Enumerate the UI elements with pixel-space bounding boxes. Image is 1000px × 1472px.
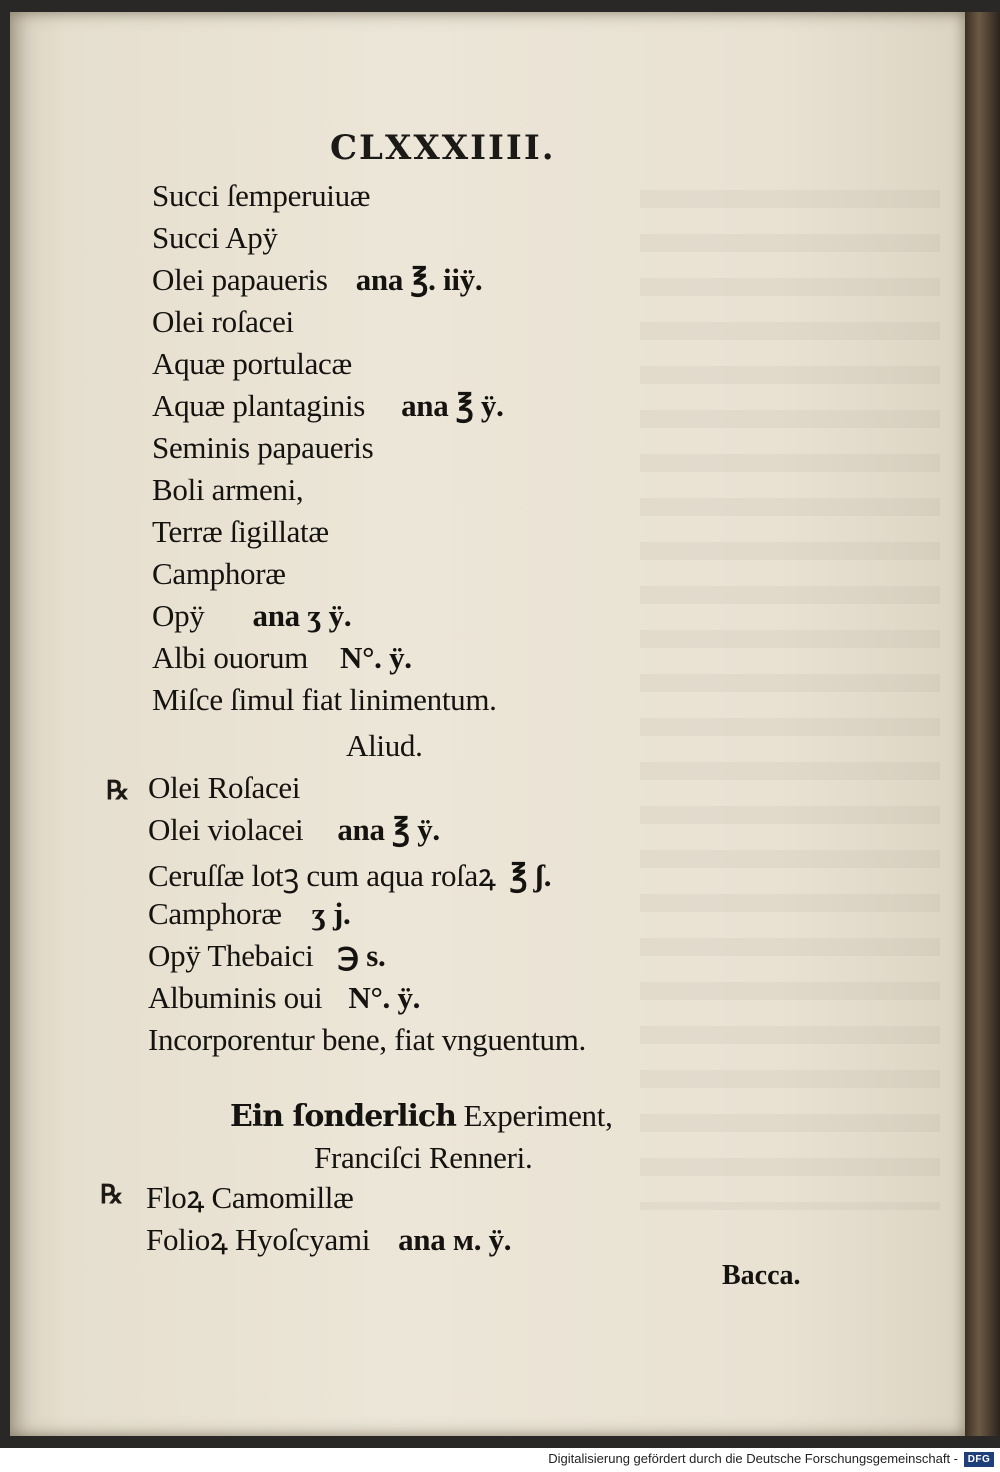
section-heading: Ein ſonderlich Experiment, — [230, 1098, 613, 1134]
recipe-line: Miſce ſimul fiat linimentum. — [152, 682, 497, 717]
recipe-line: Ceruſſæ lotꝫ cum aqua roſaꝝ ℥ ʃ. — [148, 858, 552, 893]
recipe-line: Incorporentur bene, fiat vnguentum. — [148, 1022, 586, 1057]
recipe-symbol: ℞ — [106, 776, 130, 806]
recipe-line: Olei Roſacei — [148, 770, 301, 805]
subheading: Aliud. — [346, 728, 423, 763]
recipe-line: Terræ ſigillatæ — [152, 514, 329, 549]
recipe-line: Seminis papaueris — [152, 430, 374, 465]
recipe-line: Camphoræ — [152, 556, 286, 591]
recipe-line: Opÿ Thebaici ℈ s. — [148, 938, 386, 973]
recipe-line: Folioꝝ Hyoſcyami ana м. ÿ. — [146, 1222, 512, 1257]
dfg-logo: DFG — [964, 1452, 994, 1467]
recipe-line: Olei violacei ana ℥ ÿ. — [148, 812, 440, 847]
footer-credit: Digitalisierung gefördert durch die Deutsche Forschungsgemeinschaft - — [548, 1451, 958, 1466]
catchword: Bacca. — [722, 1260, 801, 1291]
recipe-symbol: ℞ — [100, 1180, 124, 1210]
recipe-line: Albuminis oui N°. ÿ. — [148, 980, 421, 1015]
recipe-line: Aquæ portulacæ — [152, 346, 352, 381]
recipe-line: Succi Apÿ — [152, 220, 278, 255]
bleed-through-text — [640, 190, 940, 1210]
recipe-line: Succi ſemperuiuæ — [152, 178, 371, 213]
recipe-line: Floꝝ Camomillæ — [146, 1180, 354, 1215]
section-heading-author: Franciſci Renneri. — [314, 1140, 533, 1175]
recipe-line: Albi ouorum N°. ÿ. — [152, 640, 412, 675]
footer-bar — [0, 1448, 1000, 1472]
recipe-line: Aquæ plantaginis ana ℥ ÿ. — [152, 388, 504, 423]
recipe-line: Camphoræ ʒ j. — [148, 896, 351, 931]
page-number-header: CLXXXIIII. — [330, 128, 556, 168]
recipe-line: Boli armeni, — [152, 472, 304, 507]
book-edge — [965, 12, 1000, 1436]
recipe-line: Opÿ ana ʒ ÿ. — [152, 598, 352, 633]
recipe-line: Olei papaueris ana ℥. iiÿ. — [152, 262, 483, 297]
recipe-line: Olei roſacei — [152, 304, 294, 339]
